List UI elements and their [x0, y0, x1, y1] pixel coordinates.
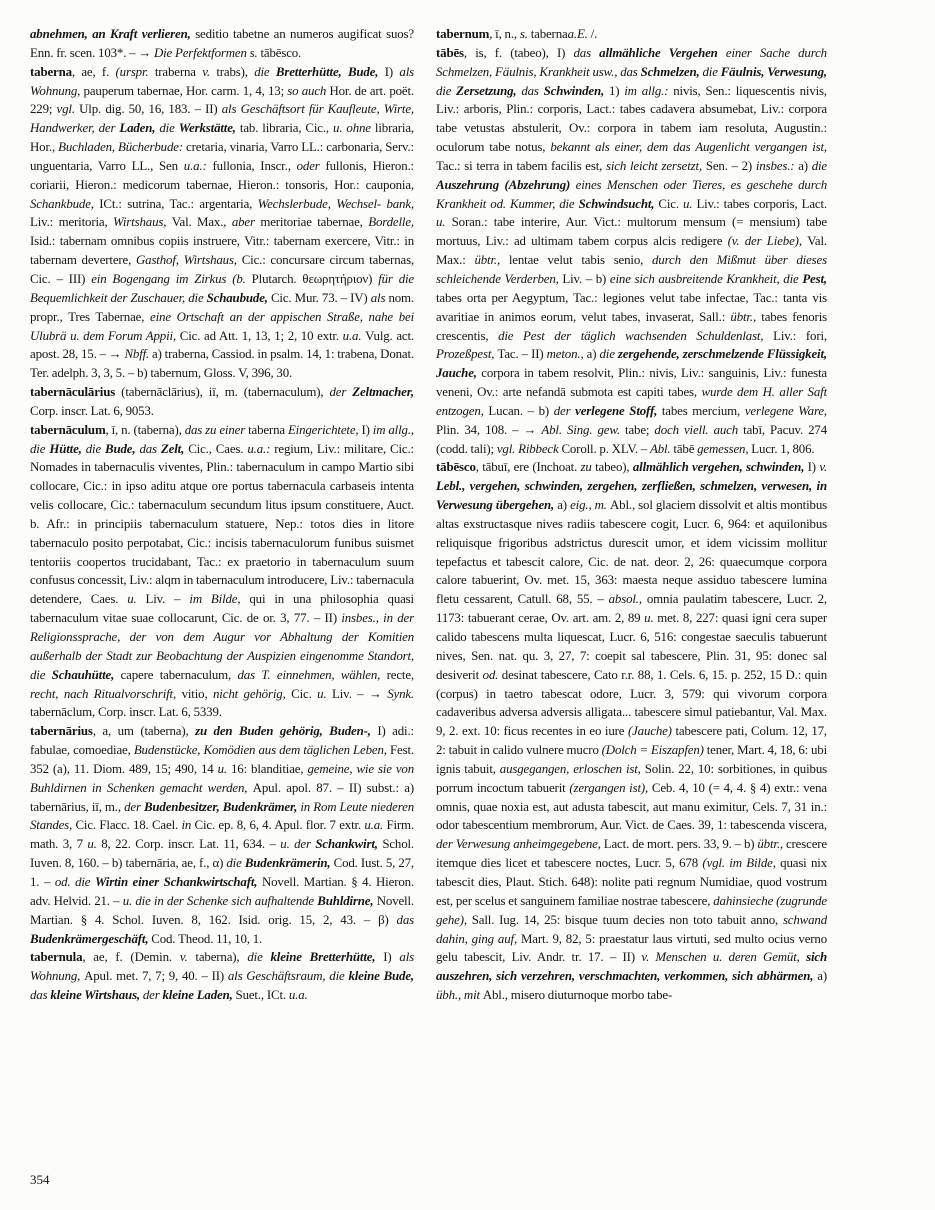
entry-tabes: tābēs, is, f. (tabeo), I) das allmähliche Vergehen einer Sache durch Schmelzen, Fäulnis, Krankheit usw., das Schmelzen, die Fäulnis, Verwesung, die Zersetzung, das Schwinden, 1) im allg.: nivis, Sen.: liquescentis nivis, Liv.: arboris, Plin.: corporis, Lact.: tabes cadavera absumebat, Liv.: corpora tabe vetustas abstulerit, Ov.: corpora in tabem iam resoluta, Augustin.: oculorum tabe notus, bekannt als einer, dem das Augenlicht vergangen ist, Tac.: si terra in tabem facilis est, sich leicht zersetzt, Sen. – 2) insbes.: a) die Auszehrung (Abzehrung) eines Menschen oder Tieres, es geschehe durch Krankheit od. Kummer, die Schwindsucht, Cic. u. Liv.: tabes corporis, Lact. u. Soran.: tabe interire, Aur. Vict.: multorum mensum (= mensium) tabe mortuus, Liv.: ad ultimam tabem corpus alcis redigere (v. der Liebe), Val. Max.: übtr., lentae velut tabis senio, durch den Mißmut über dieses schleichende Verderben, Liv. – b) eine sich ausbreitende Krankheit, die Pest, tabes orta per Aegyptum, Tac.: legiones velut tabe infectae, Tac.: tanta vis avaritiae in animos eorum, velut tabes, invaserat, Sall.: übtr., tabes fenoris crescentis, die Pest der täglich wachsenden Schuldenlast, Liv.: fori, Prozeßpest, Tac. – II) meton., a) die zergehende, zerschmelzende Flüssigkeit, Jauche, corpora in tabem resolvit, Plin.: nivis, Liv.: sanguinis, Liv.: funesta veneni, Ov.: arte nefandā submota est capiti tabes, wurde dem H. aller Saft entzogen, Lucan. – b) der verlegene Stoff, tabes mercium, verlegene Ware, Plin. 34, 108. – → Abl. Sing. gew. tabe; doch viell. auch tabī, Pacuv. 274 (codd. tali); vgl. Ribbeck Coroll. p. XLV. – Abl. tābē gemessen, Lucr. 1, 806.: [436, 45, 827, 456]
entry-tabernacularius: tabernāculārius (tabernāclārius), iī, m. (tabernaculum), der Zeltmacher, Corp. inscr. Lat. 6, 9053.: [30, 385, 414, 418]
dictionary-column-left: [30, 25, 414, 1171]
entry-tabernaculum: tabernāculum, ī, n. (taberna), das zu einer taberna Eingerichtete, I) im allg., die Hütte, die Bude, das Zelt, Cic., Caes. u.a.: regium, Liv.: militare, Cic.: Nomades in tabernaculis viventes, Plin.: tabernaculum in campo Martio sibi collocare, Cic.: in ipso aditu atque ore portus tabernacula carbaseis intenta velis collocare, Cic.: tabernaculum secundum litus ipsum constituere, Auct. b. Afr.: in principiis tabernaculum statuere, Nep.: totos dies in litore tabernaculo posito perpotabat, Cic.: incisis tabernaculorum funibus suismet tentoriis coopertos trucidabant, Tac.: ex praetorio in tabernaculum suum confusus concessit, Liv.: alqm in tabernaculum introducere, Liv.: tabernacula detendere, Caes. u. Liv. – im Bilde, qui in una philosophia quasi tabernaculum vitae suae collocarunt, Cic. de or. 3, 77. – II) insbes., in der Religionssprache, der von dem Augur vor Abhaltung der Komitien außerhalb der Stadt zur Beobachtung der Auspizien eingenomme Standort, die Schauhütte, capere tabernaculum, das T. einnehmen, wählen, recte, recht, nach Ritualvorschrift, vitio, nicht gehörig, Cic. u. Liv. – → Synk. tabernāclum, Corp. inscr. Lat. 6, 5339.: [30, 422, 414, 720]
entry-tabesco: tābēsco, tābuī, ere (Inchoat. zu tabeo), allmählich vergehen, schwinden, I) v. Lebl., vergehen, schwinden, zergehen, zerfließen, schmelzen, verwesen, in Verwesung übergehen, a) eig., m. Abl., sol glaciem dissolvit et altis montibus altas exstructasque nives radiis tabescere cogit, Lucr. 6, 964: et aquilonibus reliquisque frigoribus adstrictus durescit umor, et idem vicissim mollitur tepefactus et tabescit calore, Cic. de nat. deor. 2, 26: quaecumque corpora calore tabuerint, Ov. met. 15, 363: maesta neque assiduo tabescere lumina fletu cessarent, Catull. 68, 55. – absol., omnia paulatim tabescere, Lucr. 2, 1173: tabuerant cerae, Ov. art. am. 2, 89 u. met. 8, 227: quasi igni cera super calido tabescens multa liquescat, Lucr. 6, 516: congestae saeculis tabuerunt nives, Sen. nat. qu. 3, 27, 7: coepit sal tabescere, Plin. 31, 95: donec sal desiverit od. desinat tabescere, Cato r.r. 88, 1. Cels. 6, 15. p. 252, 15 D.: quin (corpus) in taetro tabescat odore, Lucr. 3, 579: qui vivorum corpora cadaveribus adversa adversis alligata... tabescere simul patiebantur, Val. Max. 9, 2. ext. 10: ficus recentes in eo iure (Jauche) tabescere pati, Colum. 12, 17, 2: tabuit in calido vulnere mucro (Dolch = Eiszapfen) tener, Mart. 4, 18, 6: ubi ignis tabuit, ausgegangen, erloschen ist, Solin. 22, 10: sorbitiones, in quibus porrum incoctum tabuerit (zergangen ist), Ceb. 4, 10 (= 4, 4. § 4) extr.: vena omnis, quae noxia est, aut adusta tabescit, aut manu eximitur, Cels. 7, 31 in.: odor tabescentium membrorum, Aur. Vict. de Caes. 39, 1: tabescenda viscera, der Verwesung anheimgegebene, Lact. de mort. pers. 33, 9. – b) übtr., crescere itemque dies licet et tabescere noctes, Lucr. 5, 678 (vgl. im Bilde, quasi nix tabescit dies, Plaut. Stich. 648): nolite pati regnum Numidiae, quod vostrum est, per scelus et sanguinem familiae nostrae tabescere, dahinsieche (zugrunde gehe), Sall. Iug. 14, 25: bisque tuum decies non toto tabuit anno, schwand dahin, ging auf, Mart. 9, 82, 5: praestatur laus virtuti, sed multo ocius verno gelu tabescit, Liv. Andr. tr. 17. – II) v. Menschen u. deren Gemüt, sich auszehren, sich verzehren, verschmachten, verkommen, sich abhärmen, a) übh., mit Abl., misero diuturnoque morbo tabe-: [436, 460, 827, 1003]
entry-tabernum: tabernum, ī, n., s. tabernaa.E. /.: [436, 27, 598, 41]
page-number: 354: [30, 1172, 50, 1187]
entry-tabeo-continuation: abnehmen, an Kraft verlieren, seditio tabetne an numeros augificat suos? Enn. fr. scen. 103*. – → Die Perfektformen s. tābēsco.: [30, 27, 414, 60]
entry-tabernarius: tabernārius, a, um (taberna), zu den Buden gehörig, Buden-, I) adi.: fabulae, comoediae, Budenstücke, Komödien aus dem täglichen Leben, Fest. 352 (a), 11. Diom. 489, 15; 490, 14 u. 16: blanditiae, gemeine, wie sie von Buhldirnen in Schenken gemacht werden, Apul. apol. 87. – II) subst.: a) tabernārius, iī, m., der Budenbesitzer, Budenkrämer, in Rom Leute niederen Standes, Cic. Flacc. 18. Cael. in Cic. ep. 8, 6, 4. Apul. flor. 7 extr. u.a. Firm. math. 3, 7 u. 8, 22. Corp. inscr. Lat. 11, 634. – u. der Schankwirt, Schol. Iuven. 8, 160. – b) tabernāria, ae, f., α) die Budenkrämerin, Cod. Iust. 5, 27, 1. – od. die Wirtin einer Schankwirtschaft, Novell. Martian. § 4. Hieron. adv. Helvid. 21. – u. die in der Schenke sich aufhaltende Buhldirne, Novell. Martian. § 4. Schol. Iuven. 8, 162. Isid. orig. 15, 2, 43. – β) das Budenkrämergeschäft, Cod. Theod. 11, 10, 1.: [30, 724, 414, 946]
dictionary-column-right: [436, 25, 827, 1171]
entry-tabernula: tabernula, ae, f. (Demin. v. taberna), die kleine Bretterhütte, I) als Wohnung, Apul. met. 7, 7; 9, 40. – II) als Geschäftsraum, die kleine Bude, das kleine Wirtshaus, der kleine Laden, Suet., ICt. u.a.: [30, 950, 414, 1003]
entry-taberna: taberna, ae, f. (urspr. traberna v. trabs), die Bretterhütte, Bude, I) als Wohnung, pauperum tabernae, Hor. carm. 1, 4, 13; so auch Hor. de art. poët. 229; vgl. Ulp. dig. 50, 16, 183. – II) als Geschäftsort für Kaufleute, Wirte, Handwerker, der Laden, die Werkstätte, tab. libraria, Cic., u. ohne libraria, Hor., Buchladen, Bücherbude: cretaria, vinaria, Varro LL.: carbonaria, Serv.: unguentaria, Varro LL., Sen u.a.: fullonia, Inscr., oder fullonis, Hieron.: coriarii, Hieron.: medicorum tabernae, Hieron.: tonsoris, Hor.: cauponia, Schankbude, ICt.: sutrina, Tac.: argentaria, Wechslerbude, Wechsel- bank, Liv.: meritoria, Wirtshaus, Val. Max., aber meritoriae tabernae, Bordelle, Isid.: tabernam omnibus copiis instruere, Vitr.: tabernam exercere, Vitr.: in tabernam devertere, Gasthof, Wirtshaus, Cic.: concursare circum tabernas, Cic. – III) ein Bogengang im Zirkus (b. Plutarch. θεωρητήριον) für die Bequemlichkeit der Zuschauer, die Schaubude, Cic. Mur. 73. – IV) als nom. propr., Tres Tabernae, eine Ortschaft an der appischen Straße, nahe bei Ulubrä u. dem Forum Appii, Cic. ad Att. 1, 13, 1; 2, 10 extr. u.a. Vulg. act. apost. 28, 15. – → Nbff. a) traberna, Cassiod. in psalm. 14, 1: trabena, Donat. Ter. adelph. 3, 3, 5. – b) tabernum, Gloss. V, 396, 30.: [30, 64, 414, 381]
